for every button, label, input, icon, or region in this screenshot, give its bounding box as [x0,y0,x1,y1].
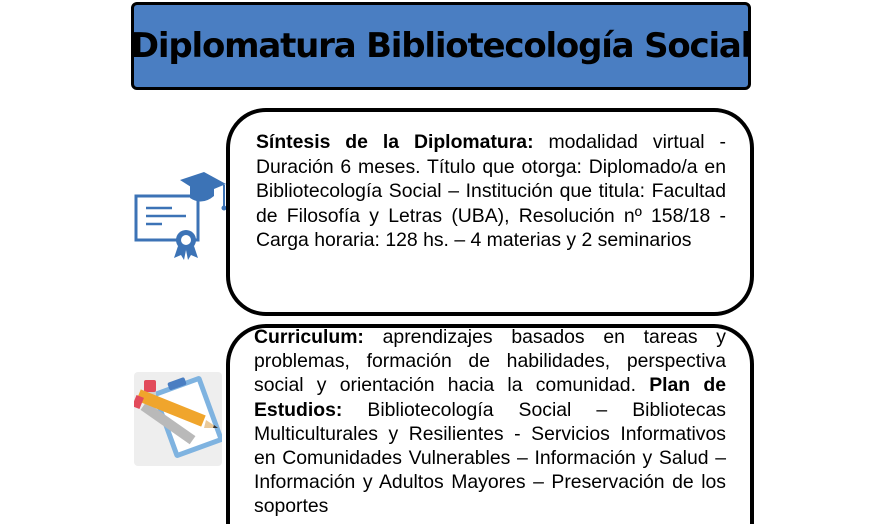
synthesis-card [226,108,754,316]
synthesis-text: modalidad virtual - Duración 6 meses. Título que otorga: Diplomado/a en Bibliotecología Social – Institución que titula: Facultad de Filosofía y Letras (UBA), Resolución nº 158/18 - Carga horaria: 128 hs. – 4 materias y 2 seminarios [256,131,726,252]
synthesis-label: Síntesis de la Diplomatura: [256,131,534,153]
curriculum-paragraph [254,325,726,519]
plan-label: Plan de Estudios: [254,374,726,421]
diploma-certificate-icon [132,170,226,260]
curriculum-label: Curriculum: [254,326,364,348]
page-title: Diplomatura Bibliotecología Social [130,26,752,66]
curriculum-card [226,324,754,524]
curriculum-text: aprendizajes basados en tareas y problemas, formación de habilidades, perspectiva social y orientación hacia la comunidad. [254,326,726,397]
plan-text: Bibliotecología Social – Bibliotecas Multiculturales y Resilientes - Servicios Informativos en Comunidades Vulnerables – Información y Salud – Información y Adultos Mayores – Preservación de los soportes [254,398,726,518]
clipboard-pencil-icon [134,372,222,466]
synthesis-paragraph [256,130,726,253]
title-banner [131,2,751,90]
